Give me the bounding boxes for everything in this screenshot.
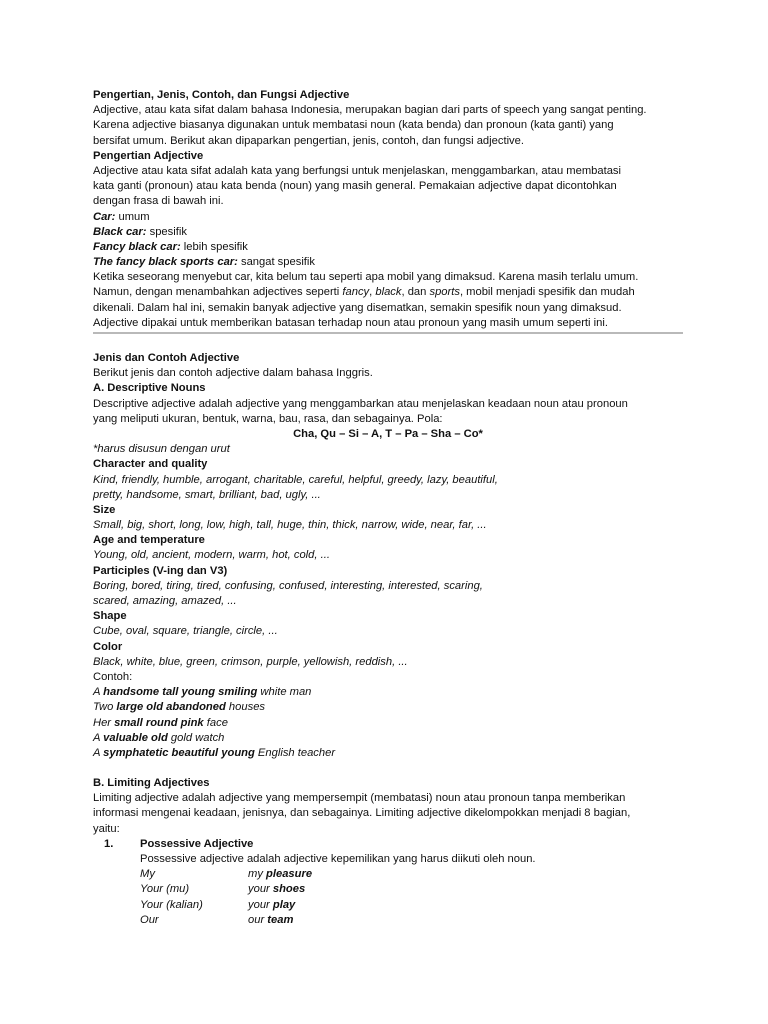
- possessive-adjective: your: [248, 898, 273, 911]
- bold-adjectives: valuable old: [103, 731, 168, 744]
- possessive-noun: play: [272, 898, 296, 911]
- example-desc: lebih spesifik: [180, 240, 248, 253]
- paragraph-line: kata ganti (pronoun) atau kata benda (noun) yang masih general. Pemakaian adjective dapat dicontohkan: [93, 180, 617, 193]
- spacer: [93, 761, 683, 776]
- example-term: The fancy black sports car:: [93, 256, 238, 269]
- section-divider: [93, 332, 683, 334]
- example-line: [93, 255, 683, 270]
- possessive-row: [93, 913, 683, 928]
- text-run: , mobil menjadi spesifik dan mudah: [459, 286, 635, 299]
- paragraph-line: dikenali. Dalam hal ini, semakin banyak adjective yang disematkan, semakin spesifik noun yang dimaksud.: [93, 301, 622, 314]
- paragraph-line: Berikut jenis dan contoh adjective dalam bahasa Inggris.: [93, 367, 373, 380]
- subsection-heading: A. Descriptive Nouns: [93, 382, 206, 395]
- contoh-label: Contoh:: [93, 670, 133, 683]
- possessive-pronoun: Our: [140, 913, 159, 926]
- text-run: A: [93, 686, 104, 699]
- numbered-item-title: [93, 837, 683, 852]
- text-run: A: [93, 746, 104, 759]
- italic-word: sports: [429, 286, 460, 299]
- bold-adjectives: symphatetic beautiful young: [103, 746, 255, 759]
- example-term: Car:: [93, 210, 116, 223]
- category-examples: Kind, friendly, humble, arrogant, charitable, careful, helpful, greedy, lazy, beautiful,: [93, 473, 498, 486]
- contoh-example: [93, 731, 683, 746]
- bold-adjectives: small round pink: [114, 716, 204, 729]
- text-run: houses: [225, 701, 266, 714]
- paragraph-line: informasi mengenai keadaan, jenisnya, dan sebagainya. Limiting adjective dikelompokkan menjadi 8 bagian,: [93, 807, 631, 820]
- list-item-desc: Possessive adjective adalah adjective kepemilikan yang harus diikuti oleh noun.: [140, 853, 536, 865]
- category-examples: Young, old, ancient, modern, warm, hot, cold, ...: [93, 549, 330, 562]
- category-heading: Size: [93, 503, 116, 516]
- paragraph-line: yang meliputi ukuran, bentuk, warna, bau, rasa, dan sebagainya. Pola:: [93, 412, 443, 425]
- category-examples: pretty, handsome, smart, brilliant, bad, ugly, ...: [93, 488, 321, 501]
- possessive-noun: team: [267, 913, 294, 926]
- paragraph-line: bersifat umum. Berikut akan dipaparkan pengertian, jenis, contoh, dan fungsi adjective.: [93, 134, 524, 147]
- paragraph-line: Adjective atau kata sifat adalah kata yang berfungsi untuk menjelaskan, menggambarkan, atau membatasi: [93, 164, 621, 177]
- possessive-row: [93, 882, 683, 897]
- category-examples: Small, big, short, long, low, high, tall, huge, thin, thick, narrow, wide, near, far, ...: [93, 519, 487, 532]
- text-run: ,: [369, 286, 376, 299]
- possessive-row: [93, 898, 683, 913]
- pattern-formula: Cha, Qu – Si – A, T – Pa – Sha – Co*: [293, 427, 483, 440]
- paragraph-line: Adjective, atau kata sifat dalam bahasa Indonesia, merupakan bagian dari parts of speech yang sangat penting.: [93, 104, 647, 117]
- text-run: gold watch: [167, 731, 225, 744]
- text-run: white man: [257, 686, 312, 699]
- example-desc: umum: [115, 210, 150, 223]
- list-item-title: Possessive Adjective: [140, 837, 254, 850]
- paragraph-line: Karena adjective biasanya digunakan untuk membatasi noun (kata benda) dan pronoun (kata ganti) yang: [93, 119, 614, 132]
- possessive-adjective: our: [248, 913, 268, 926]
- section-heading: Pengertian Adjective: [93, 149, 204, 162]
- paragraph-line: dengan frasa di bawah ini.: [93, 195, 224, 208]
- category-heading: Color: [93, 640, 123, 653]
- example-term: Fancy black car:: [93, 240, 181, 253]
- example-line: [93, 225, 683, 240]
- paragraph-line: Limiting adjective adalah adjective yang mempersempit (membatasi) noun atau pronoun tanpa memberikan: [93, 792, 626, 805]
- paragraph-line: [93, 285, 683, 300]
- possessive-pronoun: Your (kalian): [140, 898, 203, 911]
- category-heading: Age and temperature: [93, 534, 205, 547]
- text-run: Two: [93, 701, 117, 714]
- contoh-example: [93, 716, 683, 731]
- contoh-example: [93, 746, 683, 761]
- bold-adjectives: handsome tall young smiling: [103, 686, 258, 699]
- category-heading: Character and quality: [93, 458, 208, 471]
- paragraph-line: Descriptive adjective adalah adjective yang menggambarkan atau menjelaskan keadaan noun atau pronoun: [93, 397, 628, 410]
- category-examples: scared, amazing, amazed, ...: [93, 595, 237, 607]
- document-body: [93, 88, 683, 928]
- italic-word: black: [375, 286, 402, 299]
- paragraph-line: yaitu:: [93, 822, 120, 835]
- possessive-pronoun: Your (mu): [140, 883, 190, 896]
- category-examples: Boring, bored, tiring, tired, confusing, confused, interesting, interested, scaring,: [93, 579, 483, 592]
- possessive-adjective: your: [248, 883, 273, 896]
- list-number: 1.: [104, 837, 114, 850]
- section-heading: B. Limiting Adjectives: [93, 777, 210, 790]
- possessive-pronoun: My: [140, 868, 155, 881]
- text-run: Her: [93, 716, 115, 729]
- contoh-example: [93, 685, 683, 700]
- example-desc: sangat spesifik: [237, 256, 315, 269]
- contoh-example: [93, 700, 683, 715]
- example-line: [93, 240, 683, 255]
- text-run: , dan: [401, 286, 430, 299]
- text-run: face: [203, 716, 228, 729]
- example-term: Black car:: [93, 225, 147, 238]
- possessive-noun: shoes: [272, 883, 306, 896]
- paragraph-line: Adjective dipakai untuk memberikan batasan terhadap noun atau pronoun yang masih umum seperti ini.: [93, 316, 608, 329]
- category-heading: Participles (V-ing dan V3): [93, 564, 228, 577]
- possessive-row: [93, 867, 683, 882]
- text-run: Namun, dengan menambahkan adjectives seperti: [93, 286, 343, 299]
- category-heading: Shape: [93, 610, 127, 623]
- pattern-note: *harus disusun dengan urut: [93, 443, 230, 456]
- paragraph-line: Ketika seseorang menyebut car, kita belum tau seperti apa mobil yang dimaksud. Karena masih terlalu umum.: [93, 271, 639, 284]
- category-examples: Cube, oval, square, triangle, circle, ...: [93, 625, 278, 638]
- bold-adjectives: large old abandoned: [116, 701, 226, 714]
- possessive-noun: pleasure: [266, 868, 313, 881]
- section-heading: Jenis dan Contoh Adjective: [93, 352, 240, 364]
- text-run: A: [93, 731, 104, 744]
- text-run: English teacher: [254, 746, 336, 759]
- italic-word: fancy: [342, 286, 370, 299]
- possessive-adjective: my: [248, 868, 267, 881]
- spacer: [93, 336, 683, 351]
- category-examples: Black, white, blue, green, crimson, purple, yellowish, reddish, ...: [93, 655, 408, 668]
- document-title: Pengertian, Jenis, Contoh, dan Fungsi Adjective: [93, 89, 350, 101]
- example-line: [93, 210, 683, 225]
- example-desc: spesifik: [146, 225, 187, 238]
